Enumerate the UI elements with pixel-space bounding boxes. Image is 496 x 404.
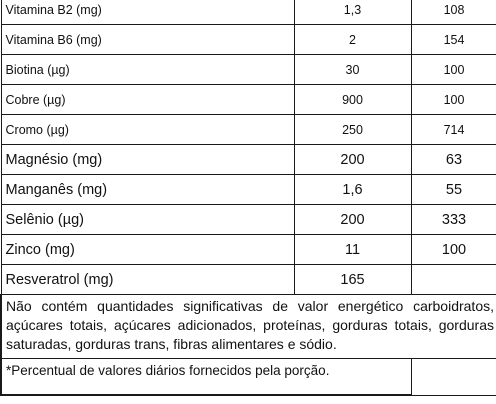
nutrient-name: Magnésio (mg) — [1, 145, 294, 175]
table-row — [1, 265, 496, 295]
nutrient-name: Manganês (mg) — [1, 175, 294, 205]
nutrient-quantity: 2 — [294, 25, 411, 55]
table-row — [1, 0, 496, 25]
nutrient-quantity: 30 — [294, 55, 411, 85]
footnote-row — [1, 359, 496, 396]
nutrient-quantity: 200 — [294, 145, 411, 175]
nutrient-quantity: 250 — [294, 115, 411, 145]
table-row — [1, 55, 496, 85]
nutrient-quantity: 11 — [294, 235, 411, 265]
table-row — [1, 25, 496, 55]
nutrient-quantity: 1,6 — [294, 175, 411, 205]
table-row — [1, 85, 496, 115]
nutrient-name: Vitamina B6 (mg) — [1, 25, 294, 55]
nutrient-daily-value: 714 — [411, 115, 496, 145]
nutrient-name: Selênio (µg) — [1, 205, 294, 235]
nutrient-name: Cobre (µg) — [1, 85, 294, 115]
nutrient-quantity: 1,3 — [294, 0, 411, 25]
nutrient-daily-value: 100 — [411, 85, 496, 115]
nutrient-name: Zinco (mg) — [1, 235, 294, 265]
table-row — [1, 175, 496, 205]
nutrition-note: Não contém quantidades significativas de valor energético carboidratos, açúcares totais, açúcares adicionados, proteínas, gorduras totais, gorduras saturadas, gorduras trans, fibras alimentares e sódio. — [1, 295, 496, 359]
nutrient-quantity: 900 — [294, 85, 411, 115]
nutrient-name: Resveratrol (mg) — [1, 265, 294, 295]
nutrient-daily-value: 63 — [411, 145, 496, 175]
nutrient-daily-value: 154 — [411, 25, 496, 55]
table-row — [1, 145, 496, 175]
nutrient-daily-value: 55 — [411, 175, 496, 205]
nutrient-daily-value: 108 — [411, 0, 496, 25]
table-row — [1, 235, 496, 265]
nutrient-daily-value: 333 — [411, 205, 496, 235]
nutrient-name: Cromo (µg) — [1, 115, 294, 145]
daily-value-footnote: *Percentual de valores diários fornecidos pela porção. — [1, 359, 411, 396]
nutrient-daily-value — [411, 265, 496, 295]
nutrient-daily-value: 100 — [411, 55, 496, 85]
table-row — [1, 115, 496, 145]
nutrient-name: Biotina (µg) — [1, 55, 294, 85]
nutrient-name: Vitamina B2 (mg) — [1, 0, 294, 25]
nutrient-quantity: 200 — [294, 205, 411, 235]
footnote-empty-cell — [411, 359, 496, 396]
nutrient-daily-value: 100 — [411, 235, 496, 265]
note-row — [1, 295, 496, 359]
table-row — [1, 205, 496, 235]
nutrient-quantity: 165 — [294, 265, 411, 295]
